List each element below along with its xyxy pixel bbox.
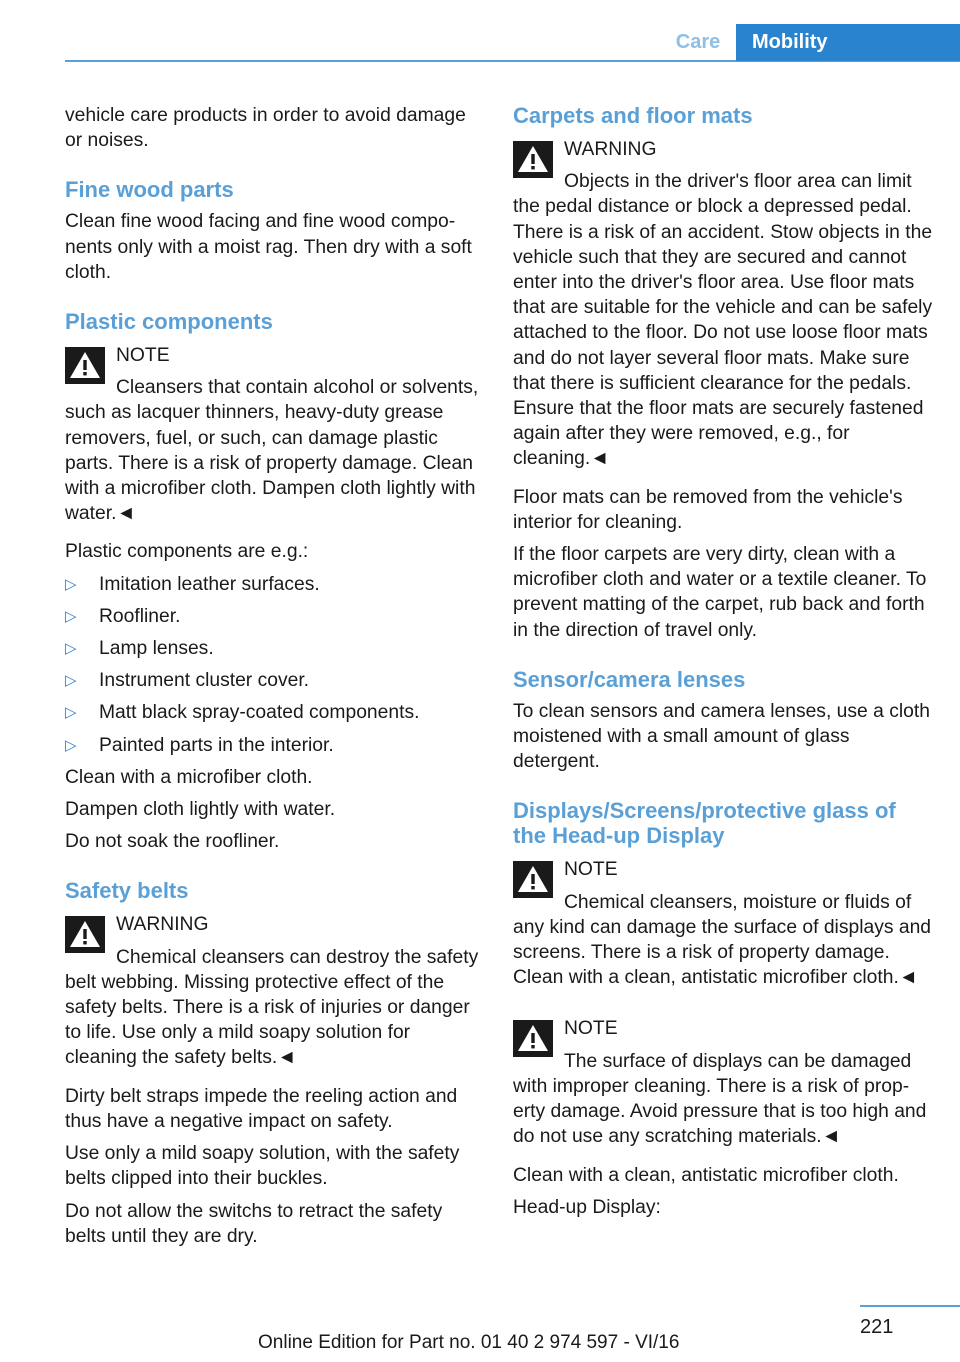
note-label: NOTE bbox=[564, 859, 618, 881]
displays-p1: Clean with a clean, antistatic microfiber cloth. bbox=[513, 1164, 899, 1186]
left-column bbox=[65, 103, 485, 1249]
plastic-list bbox=[65, 572, 485, 758]
list-item: ▷ Imitation leather surfaces. bbox=[65, 572, 485, 597]
displays-note-2 bbox=[513, 1014, 933, 1149]
warning-label: WARNING bbox=[564, 139, 657, 160]
list-item: ▷ Instrument cluster cover. bbox=[65, 668, 485, 693]
carpets-p1: Floor mats can be removed from the vehicle's interior for cleaning. bbox=[513, 486, 903, 533]
displays-note-1 bbox=[513, 855, 933, 990]
heading-safety-belts: Safety belts bbox=[65, 878, 189, 904]
warning-triangle-icon bbox=[513, 1020, 553, 1057]
note-text: Cleansers that contain alcohol or solvents, such as lacquer thinners, heavy-duty grease removers, fuel, or such, can damage plastic parts. There is a risk of property damage. Clean with a microfiber cloth. Dampen cloth lightly with water.◄ bbox=[65, 377, 479, 525]
footer-rule bbox=[860, 1305, 960, 1307]
list-item: ▷ Painted parts in the interior. bbox=[65, 733, 485, 758]
page-number: 221 bbox=[860, 1316, 894, 1338]
warning-triangle-icon bbox=[65, 347, 105, 384]
plastic-after-3: Do not soak the roofliner. bbox=[65, 831, 280, 853]
note-label: NOTE bbox=[116, 345, 170, 367]
fine-wood-text: Clean fine wood facing and fine wood components only with a moist rag. Then dry with a soft cloth. bbox=[65, 211, 472, 283]
note-text: The surface of displays can be damaged with improper cleaning. There is a risk of property damage. Avoid pressure that is too high and do not use any scratching materials.◄ bbox=[513, 1050, 927, 1148]
tab-care[interactable]: Care bbox=[675, 31, 721, 53]
triangle-bullet-icon: ▷ bbox=[65, 736, 77, 754]
heading-plastic: Plastic components bbox=[65, 309, 273, 335]
tab-mobility[interactable]: Mobility bbox=[736, 24, 960, 61]
triangle-bullet-icon: ▷ bbox=[65, 704, 77, 722]
heading-carpets: Carpets and floor mats bbox=[513, 103, 753, 128]
safety-belts-p3: Do not allow the switchs to retract the safety belts until they are dry. bbox=[65, 1200, 443, 1247]
list-item: ▷ Lamp lenses. bbox=[65, 636, 485, 661]
warning-label: WARNING bbox=[116, 914, 209, 936]
plastic-after-1: Clean with a microfiber cloth. bbox=[65, 766, 313, 788]
triangle-bullet-icon: ▷ bbox=[65, 607, 77, 625]
right-column bbox=[513, 103, 933, 1220]
list-item: ▷ Roofliner. bbox=[65, 604, 485, 629]
warning-text: Chemical cleansers can destroy the safety belt webbing. Missing protective effect of the safety belts. There is a risk of injuries or danger to life. Use only a mild soapy solution for cleaning the safety belts.◄ bbox=[65, 946, 479, 1069]
plastic-note bbox=[65, 341, 485, 526]
plastic-after-2: Dampen cloth lightly with water. bbox=[65, 799, 336, 821]
edition-text: Online Edition for Part no. 01 40 2 974 597 - VI/16 bbox=[258, 1332, 680, 1353]
displays-p2: Head-up Display: bbox=[513, 1196, 661, 1218]
carpets-warning bbox=[513, 135, 933, 472]
heading-fine-wood: Fine wood parts bbox=[65, 177, 234, 203]
warning-triangle-icon bbox=[513, 141, 553, 178]
safety-belts-p2: Use only a mild soapy solution, with the safety belts clipped into their buckles. bbox=[65, 1143, 460, 1190]
warning-triangle-icon bbox=[513, 861, 553, 898]
warning-triangle-icon bbox=[65, 916, 105, 953]
sensor-text: To clean sensors and camera lenses, use a cloth moistened with a small amount of glass detergent. bbox=[513, 700, 930, 773]
triangle-bullet-icon: ▷ bbox=[65, 640, 77, 658]
heading-displays: Displays/Screens/protective glass of the Head-up Display bbox=[513, 798, 896, 849]
triangle-bullet-icon: ▷ bbox=[65, 672, 77, 690]
list-item: ▷ Matt black spray-coated components. bbox=[65, 700, 485, 725]
plastic-list-intro: Plastic components are e.g.: bbox=[65, 541, 309, 563]
heading-sensor: Sensor/camera lenses bbox=[513, 666, 746, 692]
note-text: Chemical cleansers, moisture or fluids of any kind can damage the surface of displays and screens. There is a risk of property damage. Clean with a clean, antistatic microfiber cloth.◄ bbox=[513, 891, 932, 989]
intro-text: vehicle care products in order to avoid damage or noises. bbox=[65, 105, 466, 152]
triangle-bullet-icon: ▷ bbox=[65, 575, 77, 593]
note-label: NOTE bbox=[564, 1018, 618, 1040]
safety-belts-warning bbox=[65, 910, 485, 1070]
carpets-p2: If the floor carpets are very dirty, clean with a microfiber cloth and water or a textile cleaner. To prevent matting of the carpet, rub back and forth in the direction of travel only. bbox=[513, 544, 927, 641]
safety-belts-p1: Dirty belt straps impede the reeling action and thus have a negative impact on safety. bbox=[65, 1085, 458, 1132]
warning-text: Objects in the driver's floor area can limit the pedal distance or block a depressed pedal. There is a risk of an accident. Stow objects in the vehicle such that they are secured and cannot enter into the driver's floor area. Use floor mats that are suitable for the vehicle and can be safely attached to the floor. Do not use loose floor mats and do not layer several floor mats. Make sure that there is sufficient clearance for the pedals. Ensure that the floor mats are securely fastened again after they were removed, e.g., for cleaning.◄ bbox=[513, 171, 933, 470]
